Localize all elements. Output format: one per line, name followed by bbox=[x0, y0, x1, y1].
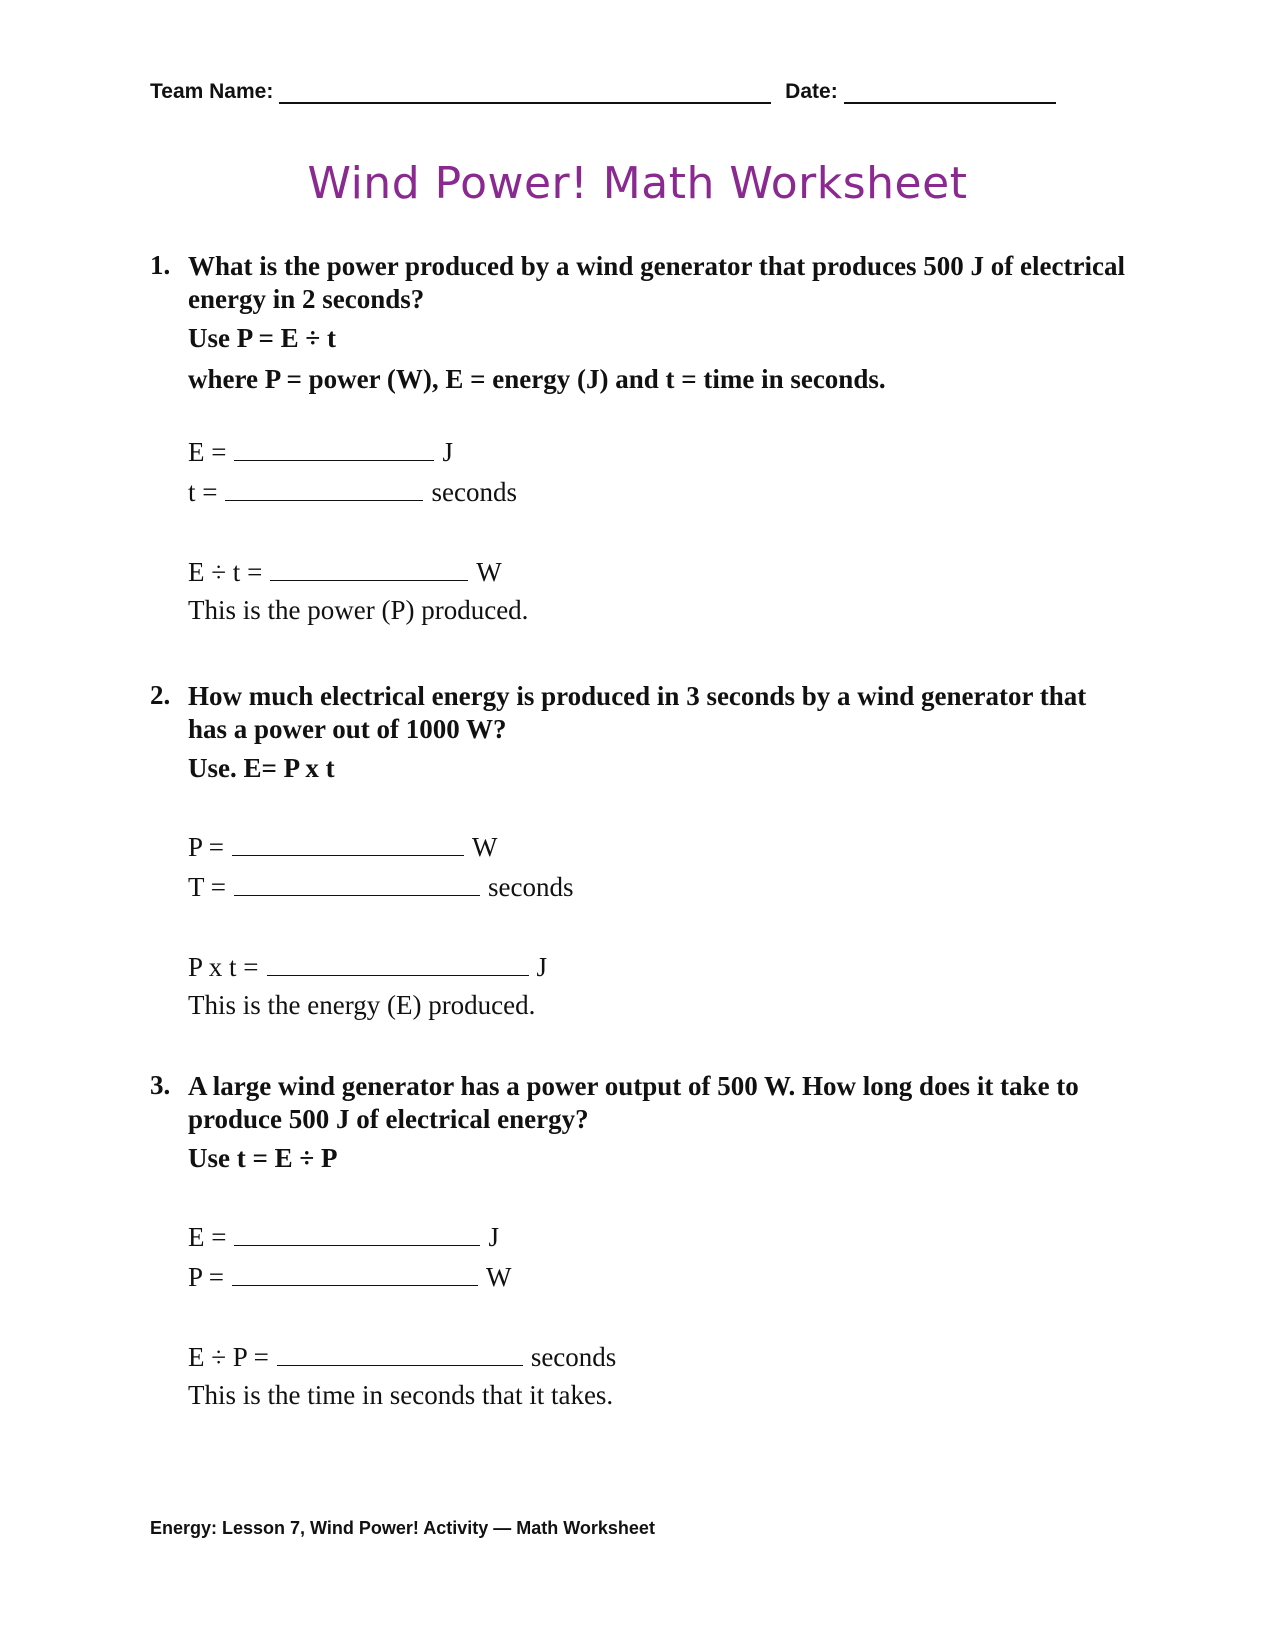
question-text: What is the power produced by a wind generator that produces 500 J of electrical energy in 2 seconds? bbox=[188, 251, 1125, 314]
result-unit: seconds bbox=[530, 1342, 617, 1372]
answer-blank[interactable] bbox=[232, 1263, 478, 1286]
team-name-field[interactable] bbox=[279, 82, 771, 104]
field-unit: W bbox=[486, 1262, 512, 1292]
field-label: E = bbox=[188, 1222, 227, 1252]
field-label: P = bbox=[188, 832, 224, 862]
footer: Energy: Lesson 7, Wind Power! Activity — Math Worksheet bbox=[150, 1518, 655, 1538]
conclusion: This is the power (P) produced. bbox=[188, 595, 529, 625]
field-unit: J bbox=[442, 437, 453, 467]
answer-blank[interactable] bbox=[267, 953, 529, 976]
formula: Use. E= P x t bbox=[188, 753, 335, 783]
answer-blank[interactable] bbox=[277, 1343, 523, 1366]
formula: Use P = E ÷ t bbox=[188, 323, 336, 353]
conclusion: This is the energy (E) produced. bbox=[188, 990, 536, 1020]
field-unit: seconds bbox=[487, 872, 574, 902]
field-row bbox=[188, 1217, 1130, 1257]
answer-blank[interactable] bbox=[234, 873, 480, 896]
field-label: E = bbox=[188, 437, 227, 467]
question-2 bbox=[150, 680, 1130, 1023]
answer-blank[interactable] bbox=[270, 558, 468, 581]
date-field[interactable] bbox=[844, 82, 1056, 104]
field-row bbox=[188, 1257, 1130, 1297]
conclusion: This is the time in seconds that it takes. bbox=[188, 1380, 614, 1410]
question-number: 2. bbox=[150, 680, 171, 710]
answer-blank[interactable] bbox=[234, 1223, 480, 1246]
question-number: 3. bbox=[150, 1070, 171, 1100]
question-number: 1. bbox=[150, 250, 171, 280]
question-3 bbox=[150, 1070, 1130, 1413]
field-label: T = bbox=[188, 872, 226, 902]
question-text: How much electrical energy is produced in 3 seconds by a wind generator that has a power out of 1000 W? bbox=[188, 681, 1087, 744]
result-row bbox=[188, 552, 1130, 592]
variable-definitions: where P = power (W), E = energy (J) and t = time in seconds. bbox=[188, 364, 886, 394]
field-unit: J bbox=[488, 1222, 499, 1252]
field-row bbox=[188, 472, 1130, 512]
field-unit: seconds bbox=[431, 477, 517, 507]
answer-blank[interactable] bbox=[232, 833, 464, 856]
team-name-label: Team Name: bbox=[150, 80, 274, 103]
result-label: P x t = bbox=[188, 952, 259, 982]
field-row bbox=[188, 827, 1130, 867]
header bbox=[150, 80, 1110, 110]
question-text: A large wind generator has a power output of 500 W. How long does it take to produce 500 J of electrical energy? bbox=[188, 1071, 1079, 1134]
worksheet-title: Wind Power! Math Worksheet bbox=[307, 158, 968, 209]
result-label: E ÷ P = bbox=[188, 1342, 269, 1372]
result-unit: W bbox=[476, 557, 502, 587]
result-row bbox=[188, 947, 1130, 987]
answer-blank[interactable] bbox=[225, 478, 423, 501]
result-row bbox=[188, 1337, 1130, 1377]
result-label: E ÷ t = bbox=[188, 557, 263, 587]
field-row bbox=[188, 867, 1130, 907]
date-label: Date: bbox=[785, 80, 838, 103]
result-unit: J bbox=[536, 952, 548, 982]
formula: Use t = E ÷ P bbox=[188, 1143, 338, 1173]
field-label: t = bbox=[188, 477, 218, 507]
field-unit: W bbox=[472, 832, 498, 862]
field-label: P = bbox=[188, 1262, 224, 1292]
answer-blank[interactable] bbox=[234, 438, 434, 461]
field-row bbox=[188, 432, 1130, 472]
question-1 bbox=[150, 250, 1130, 628]
